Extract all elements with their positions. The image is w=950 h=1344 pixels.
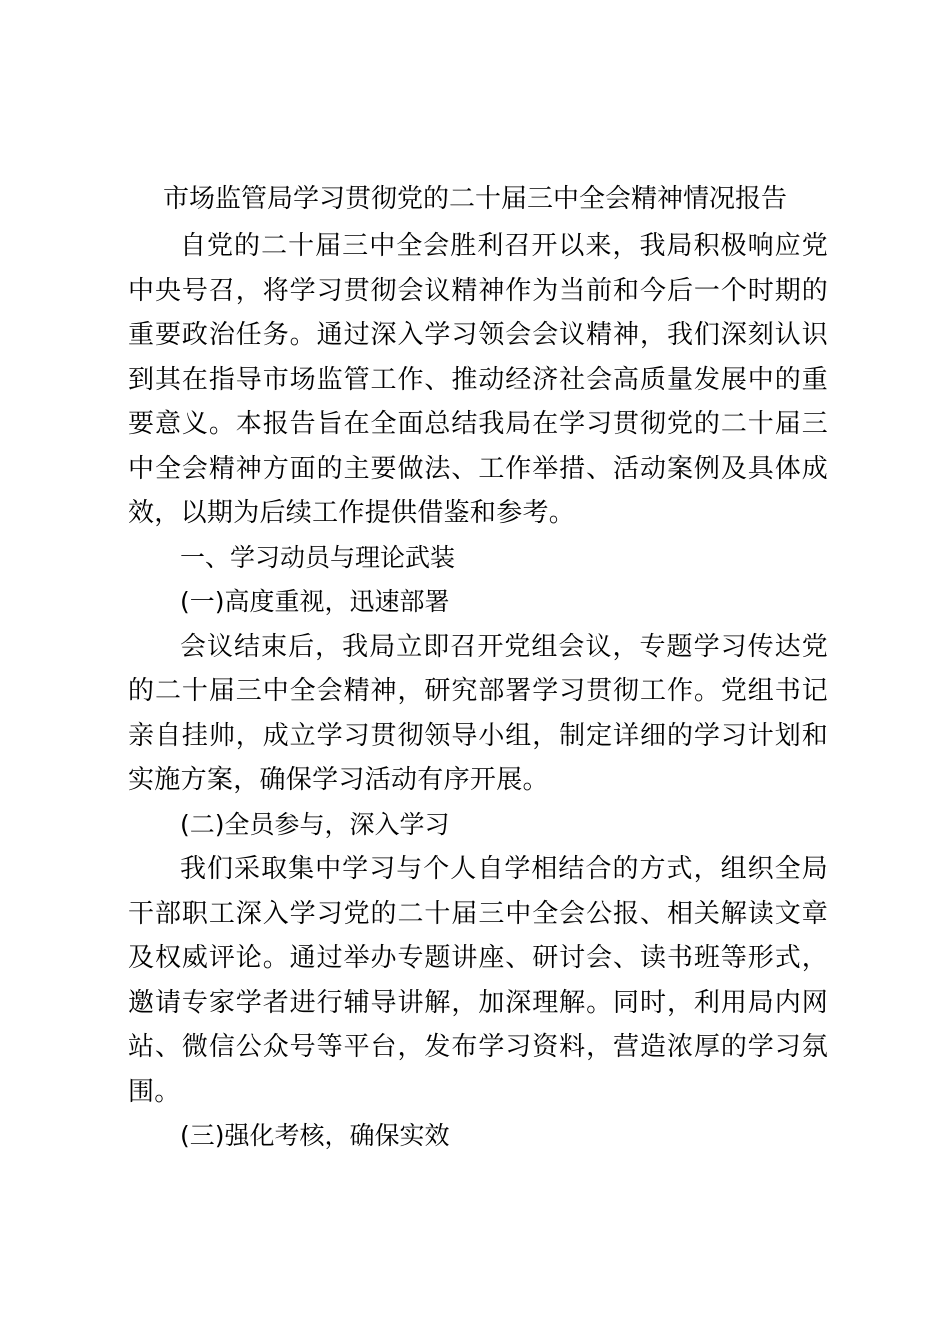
section-heading-1: 一、学习动员与理论武装 [180, 542, 456, 572]
subsection-heading-3: (三)强化考核，确保实效 [180, 1121, 450, 1150]
subsection-heading-1: (一)高度重视，迅速部署 [180, 587, 450, 616]
document-title: 市场监管局学习贯彻党的二十届三中全会精神情况报告 [162, 184, 787, 214]
intro-paragraph: 自党的二十届三中全会胜利召开以来，我局积极响应党中央号召，将学习贯彻会议精神作为当前和今后一个时期的重要政治任务。通过深入学习领会会议精神，我们深刻认识到其在指导市场监管工作、推动经济社会高质量发展中的重要意义。本报告旨在全面总结我局在学习贯彻党的二十届三中全会精神方面的主要做法、工作举措、活动案例及具体成效，以期为后续工作提供借鉴和参考。 [128, 231, 828, 528]
subsection-paragraph-2: 我们采取集中学习与个人自学相结合的方式，组织全局干部职工深入学习党的二十届三中全会公报、相关解读文章及权威评论。通过举办专题讲座、研讨会、读书班等形式，邀请专家学者进行辅导讲解，加深理解。同时，利用局内网站、微信公众号等平台，发布学习资料，营造浓厚的学习氛围。 [128, 854, 828, 1107]
subsection-heading-2: (二)全员参与，深入学习 [180, 809, 450, 839]
document-body [128, 224, 828, 1159]
subsection-paragraph-1: 会议结束后，我局立即召开党组会议，专题学习传达党的二十届三中全会精神，研究部署学习贯彻工作。党组书记亲自挂帅，成立学习贯彻领导小组，制定详细的学习计划和实施方案，确保学习活动有序开展。 [128, 631, 828, 795]
